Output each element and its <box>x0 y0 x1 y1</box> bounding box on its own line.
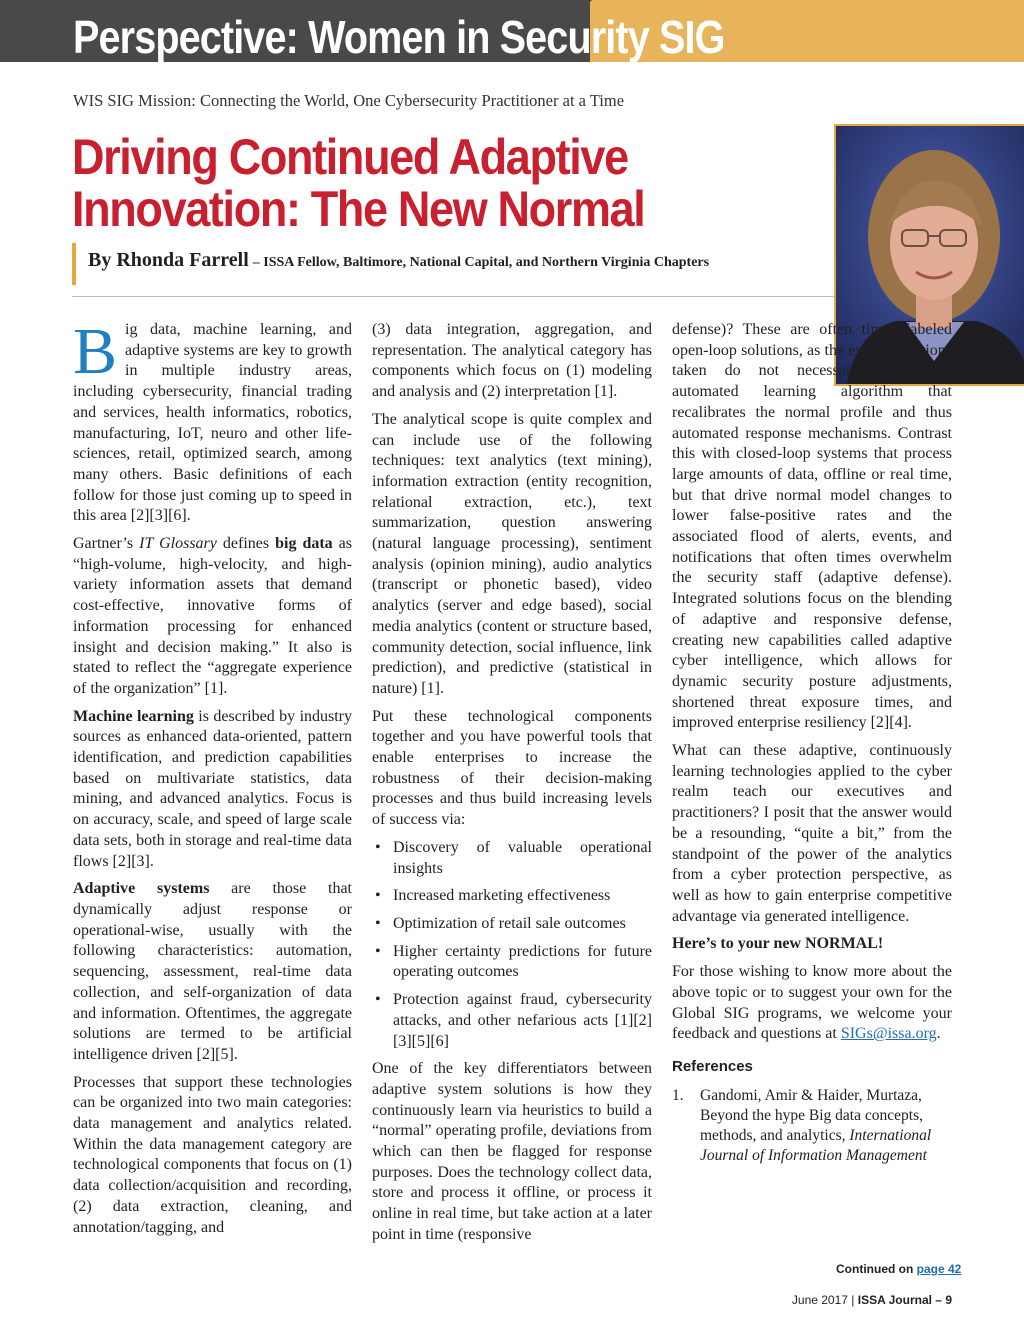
column-3 <box>672 320 952 1166</box>
author-name: By Rhonda Farrell <box>88 249 249 271</box>
byline <box>88 249 709 272</box>
drop-cap: B <box>73 315 118 388</box>
continued-note: Continued on page 42 <box>836 1262 962 1276</box>
big-data-paragraph: Gartner’s IT Glossary defines big data as “high-volume, high-velocity, and high-variety information assets that demand cost-effective, innovative forms of information processing for enhanced insight and decision making.” It also is stated to reflect the “aggregate experience of the organization” [1]. <box>73 535 353 697</box>
section-title: Perspective: Women in Security SIG <box>73 11 725 62</box>
issue-date: June 2017 | <box>791 1293 858 1307</box>
analytical-scope-paragraph: The analytical scope is quite complex and can include use of the following techniques: text analytics (text mining), information extraction (entity recognition, relational extraction, etc.), text summarization, question answering (natural language processing), sentiment analysis (opinion mining), audio analytics (transcript or phonetic based), video analytics (server and edge based), social media analytics (content or structure based, community detection, social influence, link prediction), and predictive (statistical in nature) [1]. <box>372 410 652 697</box>
header-rule <box>72 296 834 297</box>
executives-paragraph: What can these adaptive, continuously learning technologies applied to the cyber realm teach our executives and practitioners? I posit that the answer would be a resounding, “quite a bit,” from the standpoint of the power of the analytics from a cyber protection perspective, as well as how to gain enterprise competitive advantage via generated intelligence. <box>672 742 952 925</box>
column-1 <box>73 315 353 1245</box>
feedback-paragraph: For those wishing to know more about the above topic or to suggest your own for the Global SIG programs, we welcome your feedback and questions at SIGs@issa.org. <box>672 963 952 1043</box>
byline-accent-bar <box>72 243 76 285</box>
differentiators-paragraph: One of the key differentiators between adaptive system solutions is how they continuously learn via heuristics to build a “normal” operating profile, deviations from which can then be flagged for response purposes. Does the technology collect data, store and process it offline, or process it online in real time, but take action at a later point in time (responsive <box>372 1060 652 1243</box>
header-band <box>0 0 1024 62</box>
adaptive-systems-paragraph: Adaptive systems are those that dynamically adjust response or operational-wise, usually with the following characteristics: automation, sequencing, assessment, real-time data collection, and self-organization of data and information. Oftentimes, the aggregate solutions are termed to be artificial intelligence driven [2][5]. <box>73 880 352 1063</box>
email-link[interactable]: SIGs@issa.org <box>840 1025 937 1043</box>
page-footer <box>792 1293 952 1307</box>
list-item: • Optimization of retail sale outcomes <box>372 914 652 935</box>
author-affiliation: – ISSA Fellow, Baltimore, National Capital, and Northern Virginia Chapters <box>252 255 710 270</box>
intro-paragraph: Big data, machine learning, and adaptive systems are key to growth in multiple industry areas, including cybersecurity, financial trading and services, health informatics, robotics, manufacturing, IoT, neuro and other life-sciences, retail, optimized search, among many others. Basic definitions of each follow for those just coming up to speed in this area [2][3][6]. <box>73 315 352 525</box>
reference-item <box>672 1086 952 1166</box>
components-paragraph: Put these technological components together and you have powerful tools that enable enterprises to increase the robustness of their decision-making processes and thus build increasing levels of success via: <box>372 707 652 829</box>
sig-mission: WIS SIG Mission: Connecting the World, One Cybersecurity Practitioner at a Time <box>73 91 625 110</box>
list-item: • Increased marketing effectiveness <box>372 886 652 907</box>
new-normal-callout: Here’s to your new NORMAL! <box>672 935 884 953</box>
column-2 <box>372 320 652 1253</box>
journal-page: ISSA Journal – 9 <box>857 1293 952 1307</box>
reference-number: 1. <box>672 1086 684 1104</box>
list-item: • Higher certainty predictions for future operating outcomes <box>372 942 652 983</box>
reference-text: Gandomi, Amir & Haider, Murtaza, Beyond the hype Big data concepts, methods, and analytics, International Journal of Information Management <box>700 1086 932 1164</box>
processes-paragraph: Processes that support these technologies can be organized into two main categories: data management and analytics related. Within the data management category are technological components that focus on (1) data collection/acquisition and recording, (2) data extraction, cleaning, and annotation/tagging, and <box>73 1073 352 1236</box>
success-bullet-list <box>372 838 652 1052</box>
article-title: Driving Continued Adaptive Innovation: The New Normal <box>72 129 645 237</box>
continued-page-link[interactable]: page 42 <box>916 1262 962 1276</box>
references-heading: References <box>672 1057 753 1075</box>
defense-paragraph: defense)? These are often times labeled open-loop solutions, as the eventual actions taken do not necessarily drive an automated learning algorithm that recalibrates the normal profile and thus automated response mechanisms. Contrast this with closed-loop systems that process large amounts of data, offline or real time, but that drive normal model changes to lower false-positive rates and the associated flood of alerts, events, and notifications that often times overwhelm the security staff (adaptive defense). Integrated solutions focus on the blending of adaptive and responsive defense, creating new capabilities called adaptive cyber intelligence, which allows for dynamic security posture adjustments, shortened threat exposure times, and improved enterprise resiliency [2][4]. <box>672 321 952 732</box>
machine-learning-paragraph: Machine learning is described by industry sources as enhanced data-oriented, pattern identification, and prediction capabilities based on multivariate statistics, data mining, and advanced analytics. Focus is on accuracy, scale, and speed of large scale data sets, both in storage and real-time data flows [2][3]. <box>73 707 353 870</box>
data-integration-paragraph: (3) data integration, aggregation, and representation. The analytical category has components which focus on (1) modeling and analysis and (2) interpretation [1]. <box>372 321 652 401</box>
list-item: • Discovery of valuable operational insights <box>372 838 652 879</box>
list-item: • Protection against fraud, cybersecurity attacks, and other nefarious acts [1][2][3][5][6] <box>372 990 652 1052</box>
